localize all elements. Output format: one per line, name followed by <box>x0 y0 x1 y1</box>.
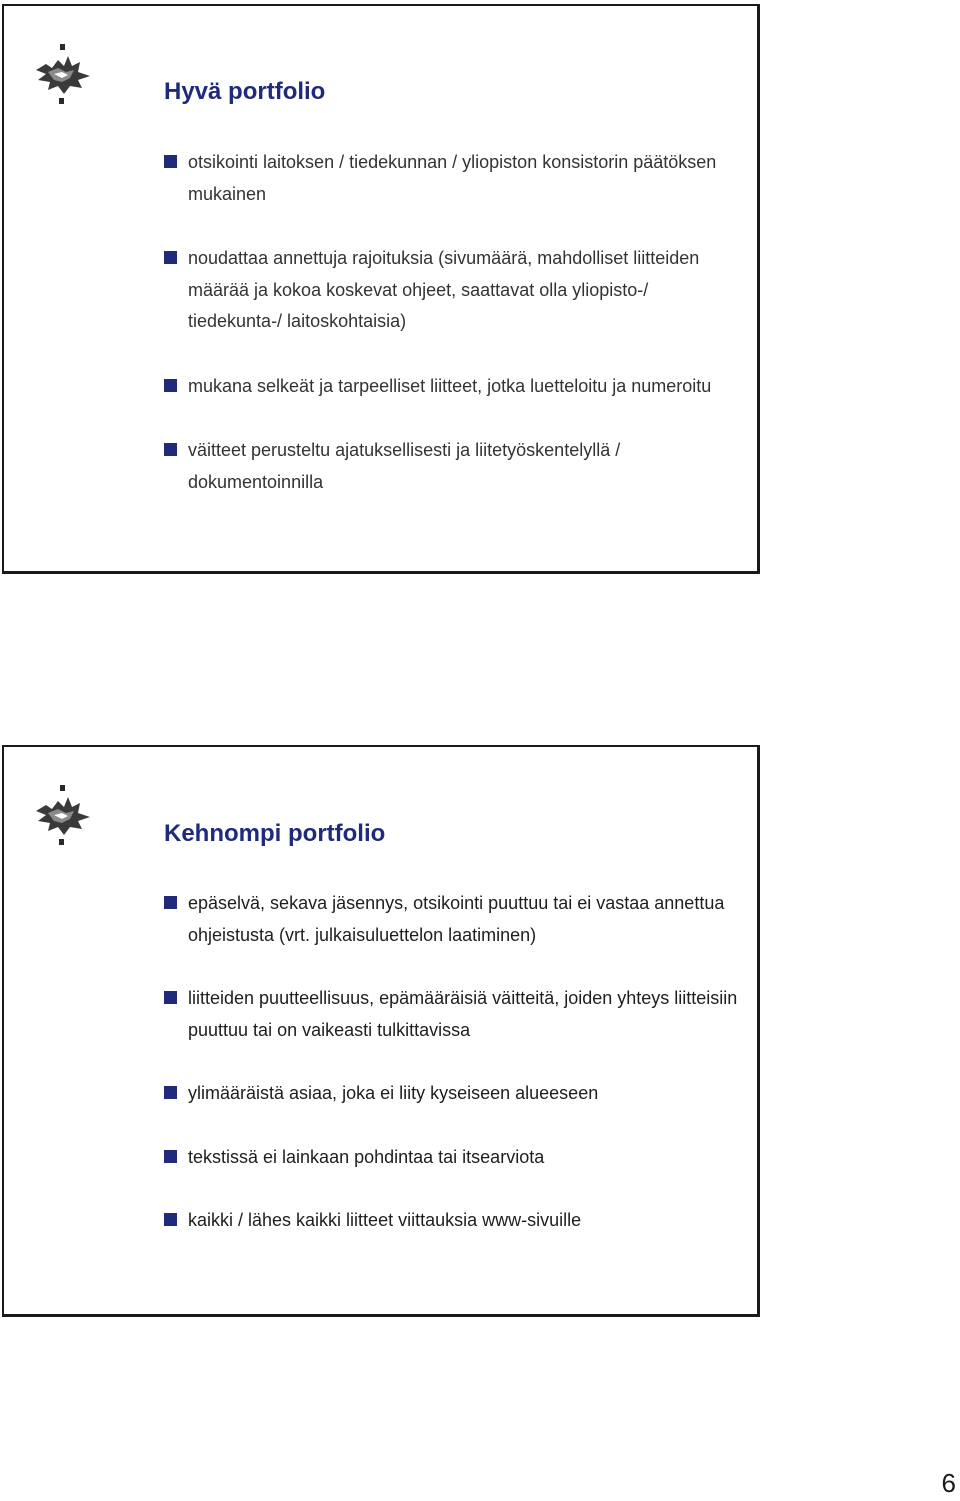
square-bullet-icon <box>164 251 177 264</box>
bullet-list <box>164 147 744 531</box>
square-bullet-icon <box>164 155 177 168</box>
list-item <box>164 888 744 951</box>
bullet-text: epäselvä, sekava jäsennys, otsikointi puuttuu tai ei vastaa annettua ohjeistusta (vrt. julkaisuluettelon laatiminen) <box>188 893 725 945</box>
slide-title: Kehnompi portfolio <box>164 820 386 847</box>
list-item <box>164 243 744 338</box>
slide-weaker-portfolio <box>2 745 760 1317</box>
bullet-text: liitteiden puutteellisuus, epämääräisiä väitteitä, joiden yhteys liitteisiin puuttuu tai on vaikeasti tulkittavissa <box>188 988 738 1040</box>
bullet-text: noudattaa annettuja rajoituksia (sivumäärä, mahdolliset liitteiden määrää ja kokoa koskevat ohjeet, saattavat olla yliopisto-/ tiedekunta-/ laitoskohtaisia) <box>188 248 700 331</box>
square-bullet-icon <box>164 1213 177 1226</box>
bullet-text: kaikki / lähes kaikki liitteet viittauksia www-sivuille <box>188 1210 582 1230</box>
university-flame-logo-icon <box>28 42 94 108</box>
square-bullet-icon <box>164 443 177 456</box>
bullet-text: väitteet perusteltu ajatuksellisesti ja liitetyöskentelyllä / dokumentoinnilla <box>188 440 621 492</box>
university-flame-logo-icon <box>28 783 94 849</box>
list-item <box>164 983 744 1046</box>
square-bullet-icon <box>164 1150 177 1163</box>
bullet-text: tekstissä ei lainkaan pohdintaa tai itsearviota <box>188 1146 545 1167</box>
list-item <box>164 1078 744 1110</box>
square-bullet-icon <box>164 1086 177 1099</box>
bullet-text: otsikointi laitoksen / tiedekunnan / yliopiston konsistorin päätöksen mukainen <box>188 152 717 204</box>
list-item <box>164 371 744 403</box>
bullet-list <box>164 888 744 1269</box>
list-item <box>164 1142 744 1174</box>
square-bullet-icon <box>164 896 177 909</box>
page-number: 6 <box>941 1468 956 1498</box>
list-item <box>164 435 744 498</box>
slide-good-portfolio <box>2 4 760 574</box>
list-item <box>164 1205 744 1237</box>
square-bullet-icon <box>164 991 177 1004</box>
list-item <box>164 147 744 210</box>
bullet-text: ylimääräistä asiaa, joka ei liity kyseiseen alueeseen <box>188 1083 599 1103</box>
square-bullet-icon <box>164 379 177 392</box>
slide-title: Hyvä portfolio <box>164 78 326 105</box>
bullet-text: mukana selkeät ja tarpeelliset liitteet, jotka luetteloitu ja numeroitu <box>188 375 712 396</box>
